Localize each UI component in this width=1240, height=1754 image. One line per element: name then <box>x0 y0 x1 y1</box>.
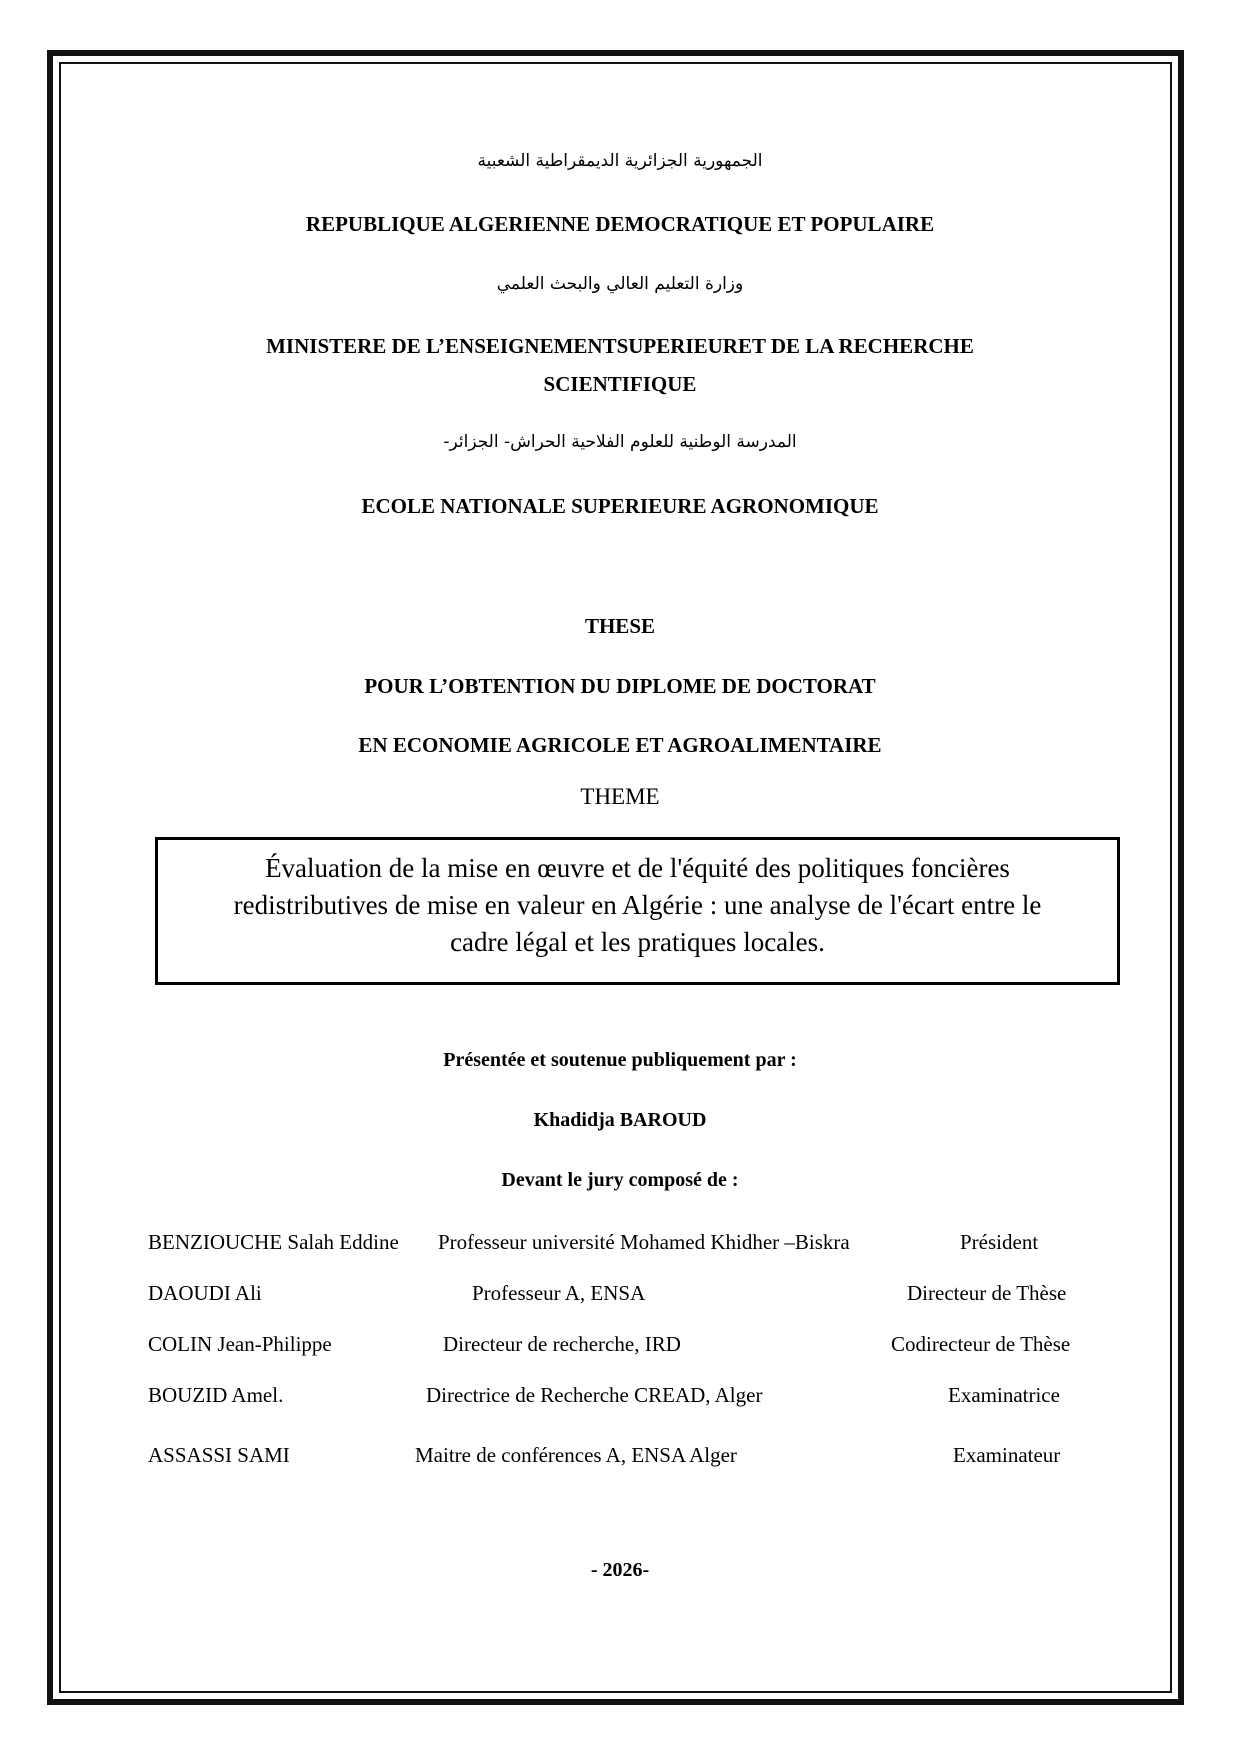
presented-by: Présentée et soutenue publiquement par : <box>443 1049 797 1071</box>
jury-intro: Devant le jury composé de : <box>501 1169 739 1191</box>
jury-row <box>0 1332 1240 1360</box>
thesis-label: THESE <box>584 614 656 638</box>
diploma-purpose: POUR L’OBTENTION DU DIPLOME DE DOCTORAT <box>364 674 876 698</box>
jury-row <box>0 1383 1240 1411</box>
jury-member-name: BENZIOUCHE Salah Eddine <box>148 1230 399 1254</box>
arabic-ministry-heading: وزارة التعليم العالي والبحث العلمي <box>496 274 744 294</box>
republic-heading: REPUBLIQUE ALGERIENNE DEMOCRATIQUE ET POPULAIRE <box>305 212 935 236</box>
thesis-title-line3: cadre légal et les pratiques locales. <box>450 927 825 957</box>
jury-member-title: Professeur A, ENSA <box>472 1281 646 1305</box>
jury-member-role: Examinateur <box>953 1443 1061 1467</box>
jury-member-role: Président <box>960 1230 1039 1254</box>
arabic-school-heading: المدرسة الوطنية للعلوم الفلاحية الحراش- الجزائر- <box>443 432 797 452</box>
jury-member-title: Directeur de recherche, IRD <box>443 1332 681 1356</box>
defense-year: - 2026- <box>590 1559 650 1581</box>
jury-member-name: ASSASSI SAMI <box>148 1443 290 1467</box>
jury-member-role: Directeur de Thèse <box>907 1281 1067 1305</box>
school-heading: ECOLE NATIONALE SUPERIEURE AGRONOMIQUE <box>361 494 879 518</box>
jury-member-name: COLIN Jean-Philippe <box>148 1332 332 1356</box>
thesis-title-line1: Évaluation de la mise en œuvre et de l'équité des politiques foncières <box>265 853 1010 883</box>
arabic-republic-heading: الجمهورية الجزائرية الديمقراطية الشعبية <box>477 151 763 171</box>
ministry-heading-line2: SCIENTIFIQUE <box>543 372 697 396</box>
jury-row <box>0 1230 1240 1258</box>
jury-member-name: DAOUDI Ali <box>148 1281 262 1305</box>
jury-member-title: Maitre de conférences A, ENSA Alger <box>415 1443 737 1467</box>
jury-member-role: Codirecteur de Thèse <box>891 1332 1071 1356</box>
thesis-title-line2: redistributives de mise en valeur en Algérie : une analyse de l'écart entre le <box>233 890 1042 920</box>
jury-member-title: Directrice de Recherche CREAD, Alger <box>426 1383 763 1407</box>
jury-row <box>0 1281 1240 1309</box>
diploma-field: EN ECONOMIE AGRICOLE ET AGROALIMENTAIRE <box>358 733 882 757</box>
theme-label: THEME <box>580 784 660 809</box>
ministry-heading-line1: MINISTERE DE L’ENSEIGNEMENTSUPERIEURET DE LA RECHERCHE <box>266 334 974 358</box>
jury-member-role: Examinatrice <box>948 1383 1060 1407</box>
jury-member-name: BOUZID Amel. <box>148 1383 284 1407</box>
thesis-title-box <box>155 837 1120 985</box>
jury-row <box>0 1443 1240 1471</box>
jury-member-title: Professeur université Mohamed Khidher –Biskra <box>438 1230 850 1254</box>
author-name: Khadidja BAROUD <box>533 1109 707 1131</box>
